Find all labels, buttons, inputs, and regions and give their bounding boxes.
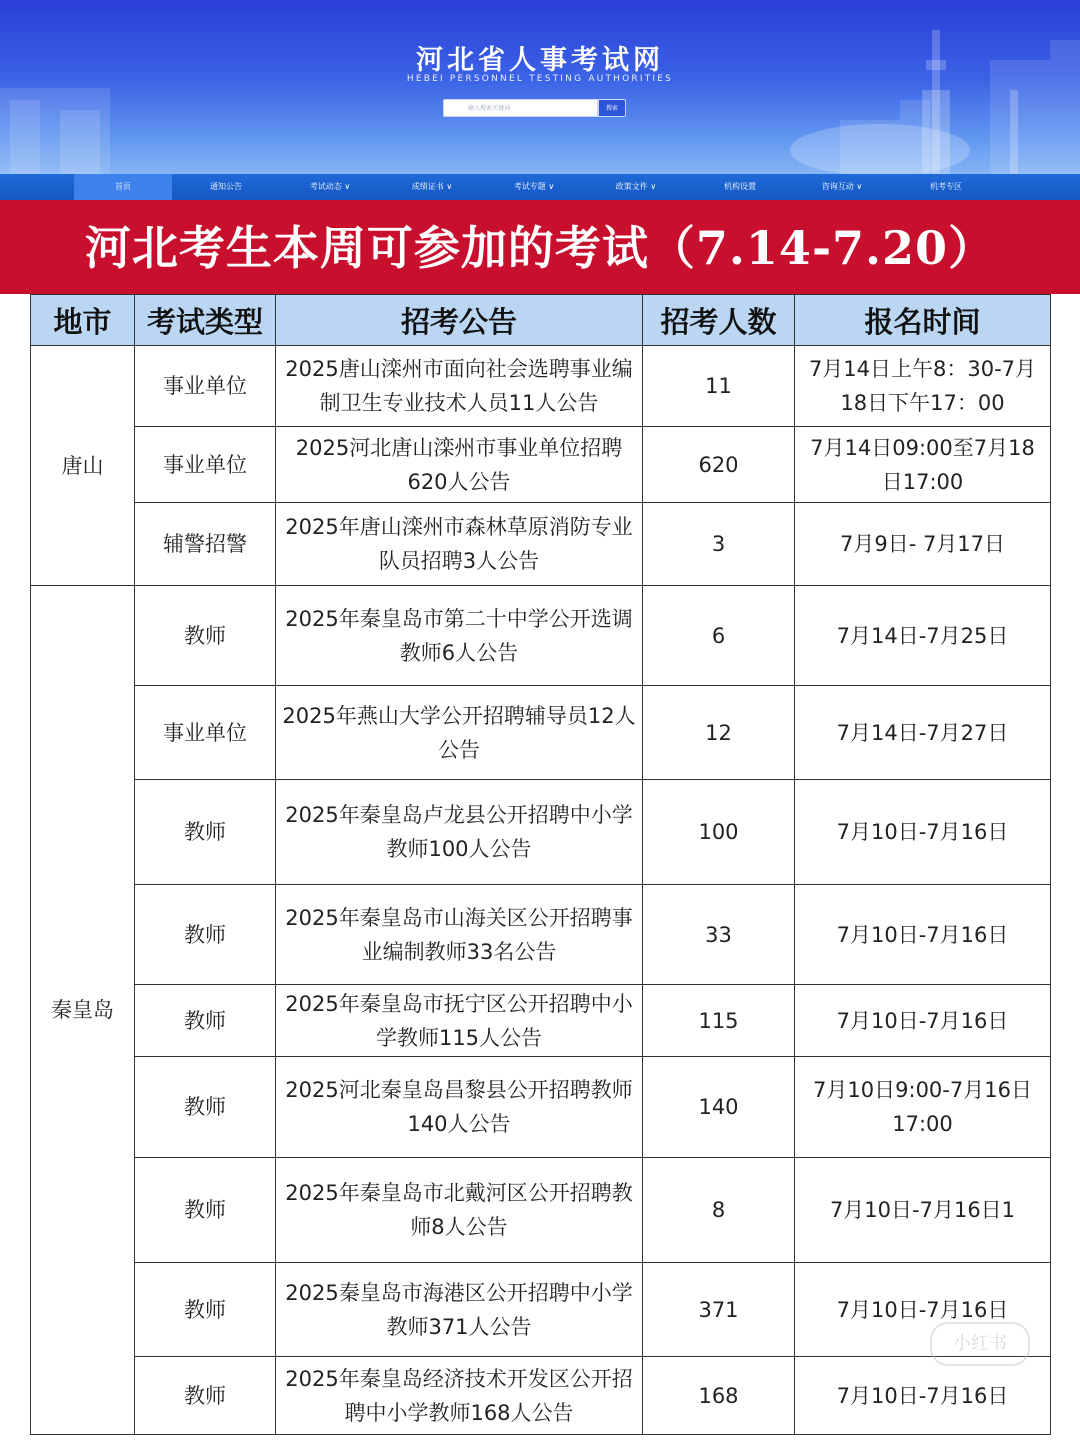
type-cell: 教师 [135,1158,276,1263]
time-cell: 7月14日09:00至7月18日17:00 [795,427,1051,503]
notice-cell: 2025年秦皇岛经济技术开发区公开招聘中小学教师168人公告 [276,1357,643,1435]
type-cell: 教师 [135,1263,276,1357]
type-cell: 事业单位 [135,346,276,427]
notice-cell: 2025年秦皇岛市抚宁区公开招聘中小学教师115人公告 [276,985,643,1057]
table-row [31,780,1051,885]
nav-item-organization[interactable]: 机构设置 [724,182,756,191]
search-input[interactable]: 输入搜索关键词 [443,99,598,117]
notice-cell: 2025年唐山滦州市森林草原消防专业队员招聘3人公告 [276,503,643,586]
type-cell: 教师 [135,1057,276,1158]
table-header-row [31,295,1051,346]
watermark-logo: 小红书 [930,1322,1030,1366]
notice-cell: 2025年秦皇岛市山海关区公开招聘事业编制教师33名公告 [276,885,643,985]
notice-cell: 2025唐山滦州市面向社会选聘事业编制卫生专业技术人员11人公告 [276,346,643,427]
count-cell: 33 [643,885,795,985]
city-cell: 唐山 [31,346,135,586]
count-cell: 168 [643,1357,795,1435]
site-title: 河北省人事考试网 [416,45,664,76]
notice-cell: 2025年燕山大学公开招聘辅导员12人公告 [276,686,643,780]
time-cell: 7月14日上午8：30-7月18日下午17：00 [795,346,1051,427]
table-row [31,1357,1051,1435]
type-cell: 事业单位 [135,686,276,780]
table-row [31,1057,1051,1158]
count-cell: 11 [643,346,795,427]
type-cell: 辅警招警 [135,503,276,586]
count-cell: 12 [643,686,795,780]
count-cell: 3 [643,503,795,586]
type-cell: 事业单位 [135,427,276,503]
notice-cell: 2025年秦皇岛市第二十中学公开选调教师6人公告 [276,586,643,686]
type-cell: 教师 [135,885,276,985]
notice-cell: 2025河北唐山滦州市事业单位招聘620人公告 [276,427,643,503]
time-cell: 7月14日-7月27日 [795,686,1051,780]
nav-item-computer-exam[interactable]: 机考专区 [930,182,962,191]
col-header-city: 地市 [31,295,135,346]
time-cell: 7月10日-7月16日 [795,1357,1051,1435]
time-cell: 7月10日-7月16日 [795,885,1051,985]
table-row [31,346,1051,427]
type-cell: 教师 [135,780,276,885]
time-cell: 7月9日- 7月17日 [795,503,1051,586]
table-row [31,686,1051,780]
type-cell: 教师 [135,1357,276,1435]
count-cell: 100 [643,780,795,885]
table-row [31,503,1051,586]
count-cell: 371 [643,1263,795,1357]
notice-cell: 2025年秦皇岛市北戴河区公开招聘教师8人公告 [276,1158,643,1263]
table-row [31,1158,1051,1263]
type-cell: 教师 [135,586,276,686]
table-row [31,427,1051,503]
count-cell: 140 [643,1057,795,1158]
nav-item-scores[interactable]: 成绩证书 ∨ [411,182,453,191]
count-cell: 620 [643,427,795,503]
time-cell: 7月10日-7月16日1 [795,1158,1051,1263]
nav-item-home[interactable]: 首页 [74,174,172,200]
col-header-type: 考试类型 [135,295,276,346]
col-header-notice: 招考公告 [276,295,643,346]
notice-cell: 2025年秦皇岛卢龙县公开招聘中小学教师100人公告 [276,780,643,885]
time-cell: 7月10日-7月16日 [795,780,1051,885]
col-header-time: 报名时间 [795,295,1051,346]
site-subtitle: HEBEI PERSONNEL TESTING AUTHORITIES [406,74,674,84]
table-row [31,586,1051,686]
notice-cell: 2025河北秦皇岛昌黎县公开招聘教师140人公告 [276,1057,643,1158]
time-cell: 7月10日-7月16日 [795,985,1051,1057]
site-banner [0,0,1080,174]
count-cell: 115 [643,985,795,1057]
table-row [31,985,1051,1057]
nav-item-exam-topics[interactable]: 考试专题 ∨ [513,182,555,191]
col-header-count: 招考人数 [643,295,795,346]
table-row [31,885,1051,985]
time-cell: 7月10日9:00-7月16日17:00 [795,1057,1051,1158]
notice-cell: 2025秦皇岛市海港区公开招聘中小学教师371人公告 [276,1263,643,1357]
page-title: 河北考生本周可参加的考试（7.14-7.20） [84,221,996,275]
type-cell: 教师 [135,985,276,1057]
main-nav [0,174,1080,200]
nav-item-policies[interactable]: 政策文件 ∨ [615,182,657,191]
nav-item-exam-news[interactable]: 考试动态 ∨ [309,182,351,191]
time-cell: 7月14日-7月25日 [795,586,1051,686]
count-cell: 8 [643,1158,795,1263]
time-cell: 7月10日-7月16日 [795,1263,1051,1357]
nav-item-notices[interactable]: 通知公告 [210,182,242,191]
search-button[interactable]: 搜索 [598,99,626,117]
city-skyline-illustration [0,0,1080,174]
table-row [31,1263,1051,1357]
city-cell: 秦皇岛 [31,586,135,1435]
exam-table [30,294,1051,1435]
nav-item-consult[interactable]: 咨询互动 ∨ [821,182,863,191]
count-cell: 6 [643,586,795,686]
